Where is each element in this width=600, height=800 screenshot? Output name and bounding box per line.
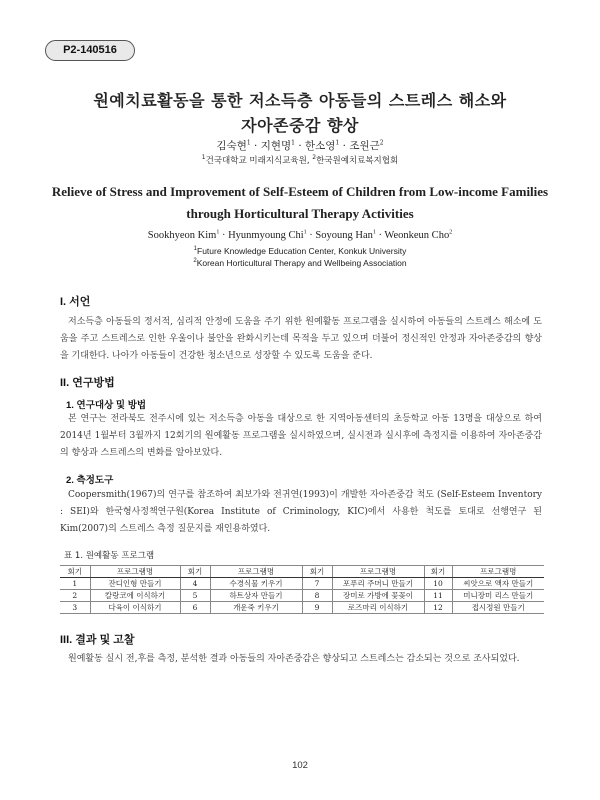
affiliation-mark: 2 — [312, 154, 317, 162]
column-header-program: 프로그램명 — [452, 566, 544, 578]
section-heading-methods: II. 연구방법 — [60, 377, 115, 389]
title-english-line-2: through Horticultural Therapy Activities — [186, 206, 414, 221]
section-heading-introduction: I. 서언 — [60, 296, 91, 308]
author-affiliation-mark: 1 — [303, 229, 307, 236]
table-cell: 씨앗으로 액자 만들기 — [452, 578, 544, 590]
table-cell: 11 — [424, 590, 452, 602]
author-name: 조원근 — [349, 140, 380, 152]
table-cell: 다육이 이식하기 — [90, 602, 180, 614]
table-cell: 1 — [60, 578, 90, 590]
subsection-heading-subjects: 1. 연구대상 및 방법 — [66, 400, 147, 411]
title-korean-line-2: 자아존중감 향상 — [241, 116, 359, 135]
title-korean-line-1: 원예치료활동을 통한 저소득층 아동들의 스트레스 해소와 — [93, 91, 507, 110]
author-name: 한소영 — [305, 140, 336, 152]
column-header-program: 프로그램명 — [210, 566, 302, 578]
author-affiliation-mark: 1 — [246, 139, 251, 147]
table-cell: 8 — [302, 590, 332, 602]
table-cell: 9 — [302, 602, 332, 614]
author-affiliation-mark: 1 — [216, 229, 220, 236]
authors-korean — [60, 138, 540, 153]
column-header-session: 회기 — [302, 566, 332, 578]
table-cell: 로즈마리 이식하기 — [332, 602, 424, 614]
table-cell: 10 — [424, 578, 452, 590]
author-affiliation-mark: 1 — [335, 139, 340, 147]
affiliation-mark: 1 — [201, 154, 206, 162]
table-cell: 잔디인형 만들기 — [90, 578, 180, 590]
author-affiliation-mark: 1 — [372, 229, 376, 236]
authors-english — [60, 230, 540, 241]
affiliation-mark: 1 — [193, 246, 198, 253]
table-caption: 표 1. 원예활동 프로그램 — [64, 551, 155, 561]
author-name: Hyunmyoung Chi — [228, 230, 304, 241]
author-separator: · — [254, 140, 258, 152]
author-separator: · — [309, 230, 313, 241]
author-separator: · — [221, 230, 226, 241]
subjects-paragraph: 본 연구는 전라북도 전주시에 있는 저소득층 아동을 대상으로 한 지역아동센터의 초등학교 아동 13명을 대상으로 하여 2014년 1월부터 3월까지 12회기의 원예활동 프로그램을 실시하였으며, 실시전과 실시후에 측정지를 이용하여 자아존중감의 향상과 스트레스의 변화를 알아보았다. — [60, 414, 542, 458]
title-english — [50, 181, 550, 225]
column-header-session: 회기 — [424, 566, 452, 578]
column-header-session: 회기 — [180, 566, 210, 578]
subsection-heading-instruments: 2. 측정도구 — [66, 475, 114, 486]
author-separator: · — [378, 230, 382, 241]
table-cell: 하트상자 만들기 — [210, 590, 302, 602]
table-row — [60, 590, 544, 602]
program-table — [60, 565, 544, 614]
table-cell: 접시정원 만들기 — [452, 602, 544, 614]
table-cell: 4 — [180, 578, 210, 590]
table-cell: 개운죽 키우기 — [210, 602, 302, 614]
affiliations-english — [60, 245, 540, 269]
table-cell: 2 — [60, 590, 90, 602]
author-separator: · — [342, 140, 346, 152]
table-cell: 3 — [60, 602, 90, 614]
author-name: Sookhyeon Kim — [147, 230, 217, 241]
column-header-program: 프로그램명 — [332, 566, 424, 578]
table-cell: 6 — [180, 602, 210, 614]
affiliation-mark: 2 — [193, 258, 197, 265]
column-header-session: 회기 — [60, 566, 90, 578]
title-korean — [60, 88, 540, 138]
table-header-row — [60, 566, 544, 578]
author-name: 김숙현 — [216, 140, 247, 152]
table-cell: 12 — [424, 602, 452, 614]
instruments-paragraph: Coopersmith(1967)의 연구를 참조하여 최보가와 전귀연(1993)이 개발한 자아존중감 척도 (Self-Esteem Inventory : SEI)와 한국형사정책연구원(Korea Institute of Criminology, KIC)에서 사용한 척도를 토대로 선행연구 된 Kim(2007)의 스트레스 측정 질문지를 재인용하였다. — [60, 490, 542, 534]
table-cell: 칼랑코에 이식하기 — [90, 590, 180, 602]
author-name: Soyoung Han — [315, 230, 373, 241]
affiliation-text: 한국원예치료복지협회 — [316, 156, 399, 166]
affiliation-line — [60, 245, 540, 257]
section-heading-results: III. 결과 및 고찰 — [60, 634, 135, 646]
table-row — [60, 578, 544, 590]
author-name: 지현명 — [260, 140, 292, 152]
title-english-line-1: Relieve of Stress and Improvement of Self-Esteem of Children from Low-income Families — [51, 184, 549, 199]
paper-id-badge: P2-140516 — [45, 40, 135, 61]
results-paragraph: 원예활동 실시 전,후를 측정, 분석한 결과 아동들의 자아존중감은 향상되고 스트레스는 감소되는 것으로 조사되었다. — [68, 654, 520, 664]
affiliation-text: Future Knowledge Education Center, Konkuk University — [197, 246, 407, 256]
affiliations-korean — [60, 154, 540, 166]
author-separator: · — [298, 140, 302, 152]
table-cell: 수경식물 키우기 — [210, 578, 302, 590]
table-row — [60, 602, 544, 614]
affiliation-text: Korean Horticultural Therapy and Wellbeing Association — [196, 258, 407, 268]
table-cell: 포푸리 주머니 만들기 — [332, 578, 424, 590]
column-header-program: 프로그램명 — [90, 566, 180, 578]
table-cell: 장미로 가방에 꽃꽂이 — [332, 590, 424, 602]
introduction-paragraph: 저소득층 아동들의 정서적, 심리적 안정에 도움을 주기 위한 원예활동 프로그램을 실시하여 아동들의 스트레스 해소에 도움을 주고 스트레스로 인한 우울이나 불안을 완화시키는데 목적을 두고 있으며 더불어 정신적인 안정과 자아존중감의 향상을 기대한다. 나아가 아동들이 건강한 청소년으로 성장할 수 있도록 도움을 준다. — [60, 317, 542, 361]
table-cell: 5 — [180, 590, 210, 602]
author-affiliation-mark: 2 — [379, 139, 384, 147]
affiliation-line — [60, 257, 540, 269]
author-name: Weonkeun Cho — [384, 230, 450, 241]
affiliation-text: 건국대학교 미래지식교육원, — [205, 156, 310, 166]
table-cell: 미니장미 리스 만들기 — [452, 590, 544, 602]
table-cell: 7 — [302, 578, 332, 590]
page-number: 102 — [292, 760, 308, 771]
author-affiliation-mark: 2 — [449, 229, 453, 236]
author-affiliation-mark: 1 — [291, 139, 295, 147]
